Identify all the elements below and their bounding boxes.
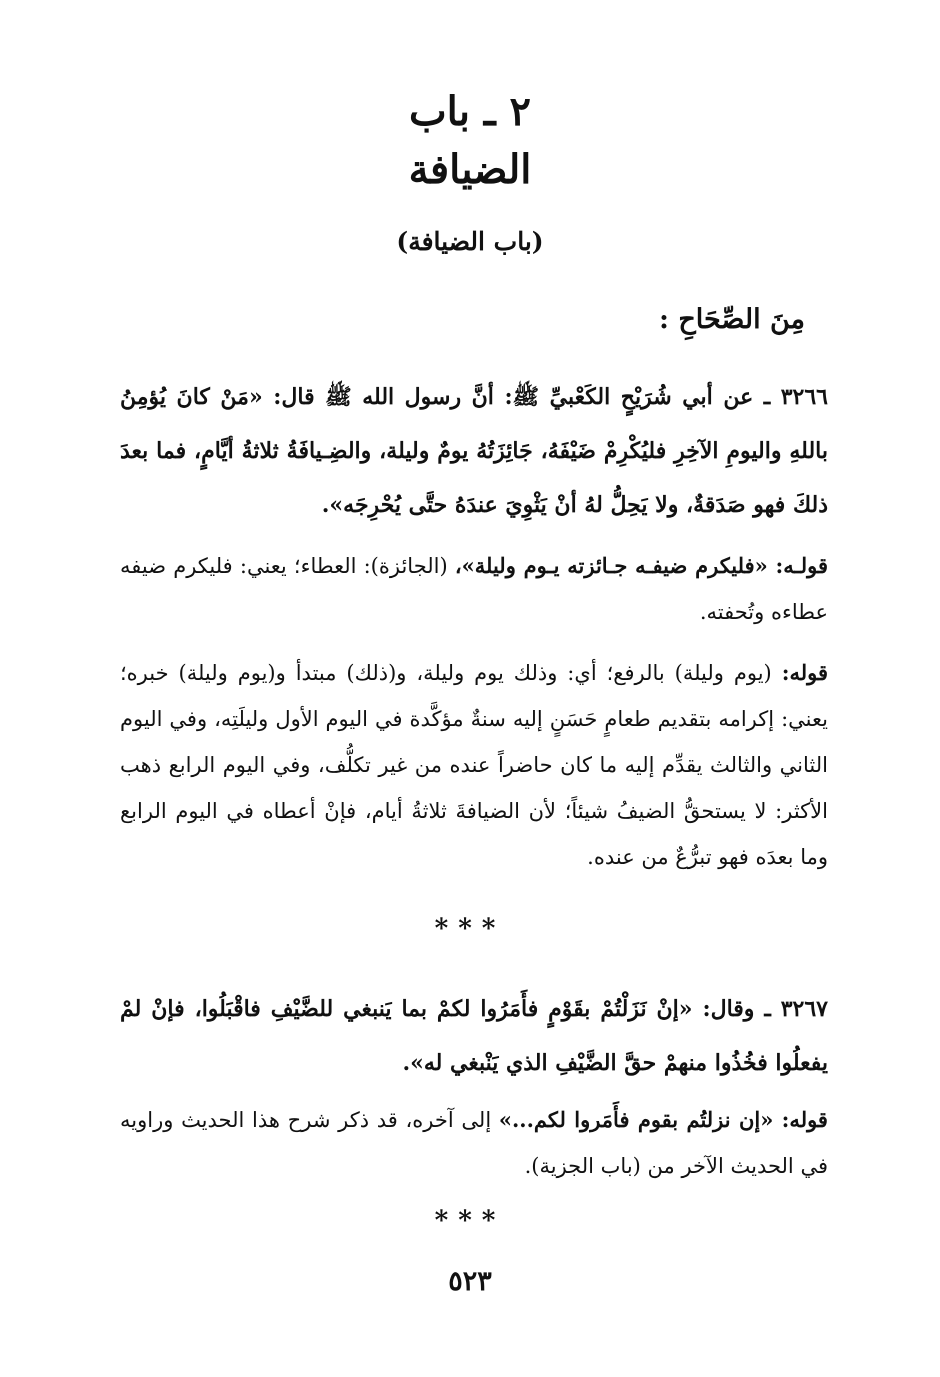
- paragraph-text: (يوم وليلة) بالرفع؛ أي: وذلك يوم وليلة، و(ذلك) مبتدأ و(يوم وليلة) خبره؛ يعني: إكرامه بتقديم طعامٍ حَسَنٍ إليه سنةٌ مؤكَّدة في اليوم الأول وليلَتِه، وفي اليوم الثاني والثالث يقدِّم إليه ما كان حاضراً عنده من غير تكلُّف، وفي اليوم الرابع ذهب الأكثر: لا يستحقُّ الضيفُ شيئاً؛ لأن الضيافةَ ثلاثةُ أيام، فإنْ أعطاه في اليوم الرابع وما بعدَه فهو تبرُّعٌ من عنده.: [120, 661, 828, 869]
- paragraph-lead: قوله:: [781, 660, 828, 685]
- section-separator: ***: [434, 1206, 506, 1236]
- paragraph-text: (الجائزة): العطاء؛ يعني: فليكرم ضيفه عطاءه وتُحفته.: [120, 554, 828, 624]
- chapter-title: الضيافة: [408, 146, 532, 193]
- page-number: ٥٢٣: [448, 1266, 492, 1297]
- chapter-number: ٢ ـ باب: [408, 88, 532, 135]
- commentary-paragraph: [120, 543, 828, 635]
- paragraph-text: ٣٢٦٦ ـ عن أبي شُرَيْحٍ الكَعْبيِّ ﷺ: أنَّ رسول الله ﷺ قال: «مَنْ كانَ يُؤمِنُ باللهِ واليومِ الآخِرِ فليُكْرِمْ ضَيْفَهُ، جَائِزَتُهُ يومٌ وليلة، والضِـيافَةُ ثلاثةُ أيَّامٍ، فما بعدَ ذلكَ فهو صَدَقةٌ، ولا يَحِلُّ لهُ أنْ يَثْوِيَ عندَهُ حتَّى يُحْرِجَه».: [120, 384, 828, 518]
- subheading: مِنَ الصِّحَاحِ :: [658, 304, 805, 335]
- paragraph-lead: قوله: «إن نزلتُم بقوم فأَمَروا لكم...»: [498, 1107, 828, 1132]
- paragraph-lead: قولـه: «فليكرم ضيفـه جـائزته يـوم وليلة»،: [454, 553, 828, 578]
- paragraph-text: ٣٢٦٧ ـ وقال: «إنْ نَزَلْتُمْ بقَوْمٍ فأَمَرُوا لكمْ بما يَنبغي للضَّيْفِ فاقْبَلُوا، فإنْ لمْ يفعلُوا فخُذُوا منهمْ حقَّ الضَّيْفِ الذي يَنْبغي له».: [120, 996, 828, 1076]
- hadith-3266: [120, 370, 828, 532]
- hadith-3267: [120, 982, 828, 1090]
- section-separator: ***: [434, 914, 506, 944]
- commentary-paragraph: [120, 650, 828, 880]
- commentary-paragraph: [120, 1097, 828, 1189]
- section-label: (باب الضيافة): [396, 227, 544, 256]
- paragraph-text: إلى آخره، قد ذكر شرح هذا الحديث وراويه في الحديث الآخر من (باب الجزية).: [120, 1108, 828, 1178]
